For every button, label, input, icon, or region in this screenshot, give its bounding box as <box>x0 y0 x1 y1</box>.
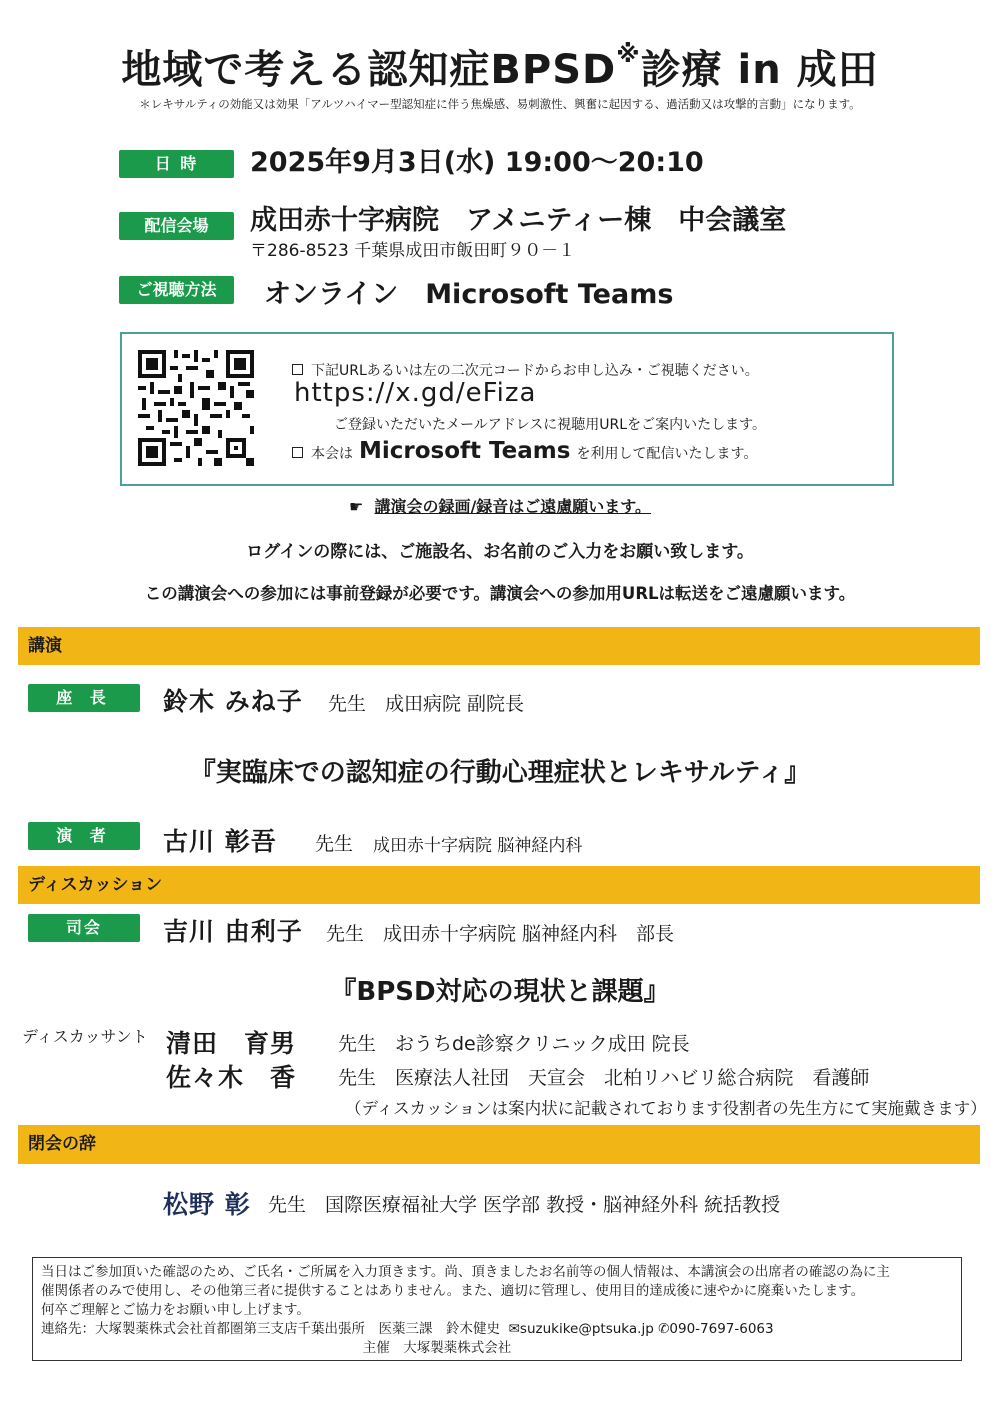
recording-notice: ☛ 講演会の録画/録音はご遠慮願います。 <box>348 497 652 516</box>
access-line-1: 下記URLあるいは左の二次元コードからお申し込み・ご視聴ください。 <box>292 360 759 380</box>
closing-section-bar: 閉会の辞 <box>18 1125 980 1164</box>
checkbox-icon <box>292 447 303 458</box>
chair-badge: 座 長 <box>28 684 140 712</box>
login-notice: ログインの際には、ご施設名、お名前のご入力をお願い致します。 <box>246 542 754 562</box>
lecture-title: 『実臨床での認知症の行動心理症状とレキサルティ』 <box>189 758 811 788</box>
chair-name: 鈴木 みね子 <box>163 687 303 716</box>
speaker-badge: 演 者 <box>28 822 140 850</box>
closing-speaker-name: 松野 彰 <box>163 1190 251 1219</box>
panelist-name: 清田 育男 <box>166 1029 297 1058</box>
closing-speaker-affiliation: 先生 国際医療福祉大学 医学部 教授・脳神経外科 統括教授 <box>268 1194 781 1216</box>
privacy-text-line: 当日はご参加頂いた確認のため、ご氏名・ご所属を入力頂きます。尚、頂きましたお名前等の個人情報は、本講演会の出席者の確認の為に主 <box>41 1264 890 1280</box>
date-badge: 日 時 <box>119 150 234 178</box>
venue-name: 成田赤十字病院 アメニティー棟 中会議室 <box>250 205 787 236</box>
organizer: 主催 大塚製薬株式会社 <box>362 1340 512 1356</box>
access-line-3: 本会は Microsoft Teams を利用して配信いたします。 <box>292 438 757 464</box>
access-info-box <box>120 332 894 486</box>
chair-affiliation: 先生 成田病院 副院長 <box>328 693 525 715</box>
panelist-affiliation: 先生 おうちde診察クリニック成田 院長 <box>338 1033 690 1055</box>
qr-code-icon[interactable] <box>138 350 254 466</box>
panelist-name: 佐々木 香 <box>166 1063 297 1092</box>
speaker-name: 古川 彰吾 <box>163 827 277 856</box>
title-footnote: ＊レキサルティの効能又は効果「アルツハイマー型認知症に伴う焦燥感、易刺激性、興奮に起因する、過活動又は攻撃的言動」になります。 <box>139 97 861 111</box>
discussion-topic: 『BPSD対応の現状と課題』 <box>330 977 670 1007</box>
contact-email[interactable]: suzukike@ptsuka.jp <box>519 1321 654 1337</box>
privacy-text-line: 何卒ご理解とご協力をお願い申し上げます。 <box>41 1302 310 1318</box>
panel-note: （ディスカッションは案内状に記載されております役割者の先生方にて実施戴きます） <box>345 1099 987 1118</box>
viewing-method: オンライン Microsoft Teams <box>264 279 674 310</box>
access-line-2: ご登録いただいたメールアドレスに視聴用URLをご案内いたします。 <box>334 417 766 433</box>
lecture-section-bar: 講演 <box>18 627 980 665</box>
contact-phone[interactable]: 090-7697-6063 <box>669 1321 774 1337</box>
phone-icon: ✆ <box>658 1321 670 1337</box>
mail-icon: ✉ <box>508 1321 520 1337</box>
registration-url[interactable]: https://x.gd/eFiza <box>294 378 537 408</box>
moderator-affiliation: 先生 成田赤十字病院 脳神経内科 部長 <box>326 923 675 945</box>
contact-line: 連絡先：大塚製薬株式会社首都圏第三支店千葉出張所 医薬三課 鈴木健史 ✉suzukike@ptsuka.jp ✆090-7697-6063 <box>41 1321 774 1337</box>
method-badge: ご視聴方法 <box>119 276 234 304</box>
moderator-name: 吉川 由利子 <box>163 917 303 946</box>
venue-badge: 配信会場 <box>119 212 234 240</box>
event-date: 2025年9月3日(水) 19:00〜20:10 <box>250 147 704 178</box>
registration-notice: この講演会への参加には事前登録が必要です。講演会への参加用URLは転送をご遠慮願います。 <box>144 584 856 603</box>
venue-address: 〒286-8523 千葉県成田市飯田町９０－１ <box>250 241 576 261</box>
speaker-affiliation: 成田赤十字病院 脳神経内科 <box>373 836 583 856</box>
discussion-section-bar: ディスカッション <box>18 866 980 904</box>
moderator-badge: 司会 <box>28 914 140 942</box>
checkbox-icon <box>292 364 303 375</box>
speaker-honorific: 先生 <box>315 833 354 855</box>
pointing-hand-icon: ☛ <box>348 497 364 516</box>
privacy-contact-box <box>32 1257 962 1361</box>
panelist-affiliation: 先生 医療法人社団 天宣会 北柏リハビリ総合病院 看護師 <box>338 1067 870 1089</box>
privacy-text-line: 催関係者のみで使用し、その他第三者に提供することはありません。また、適切に管理し、使用目的達成後に速やかに廃棄いたします。 <box>41 1283 865 1299</box>
page-title: 地域で考える認知症BPSD※診療 in 成田 <box>121 40 879 93</box>
panel-label: ディスカッサント <box>22 1027 148 1046</box>
